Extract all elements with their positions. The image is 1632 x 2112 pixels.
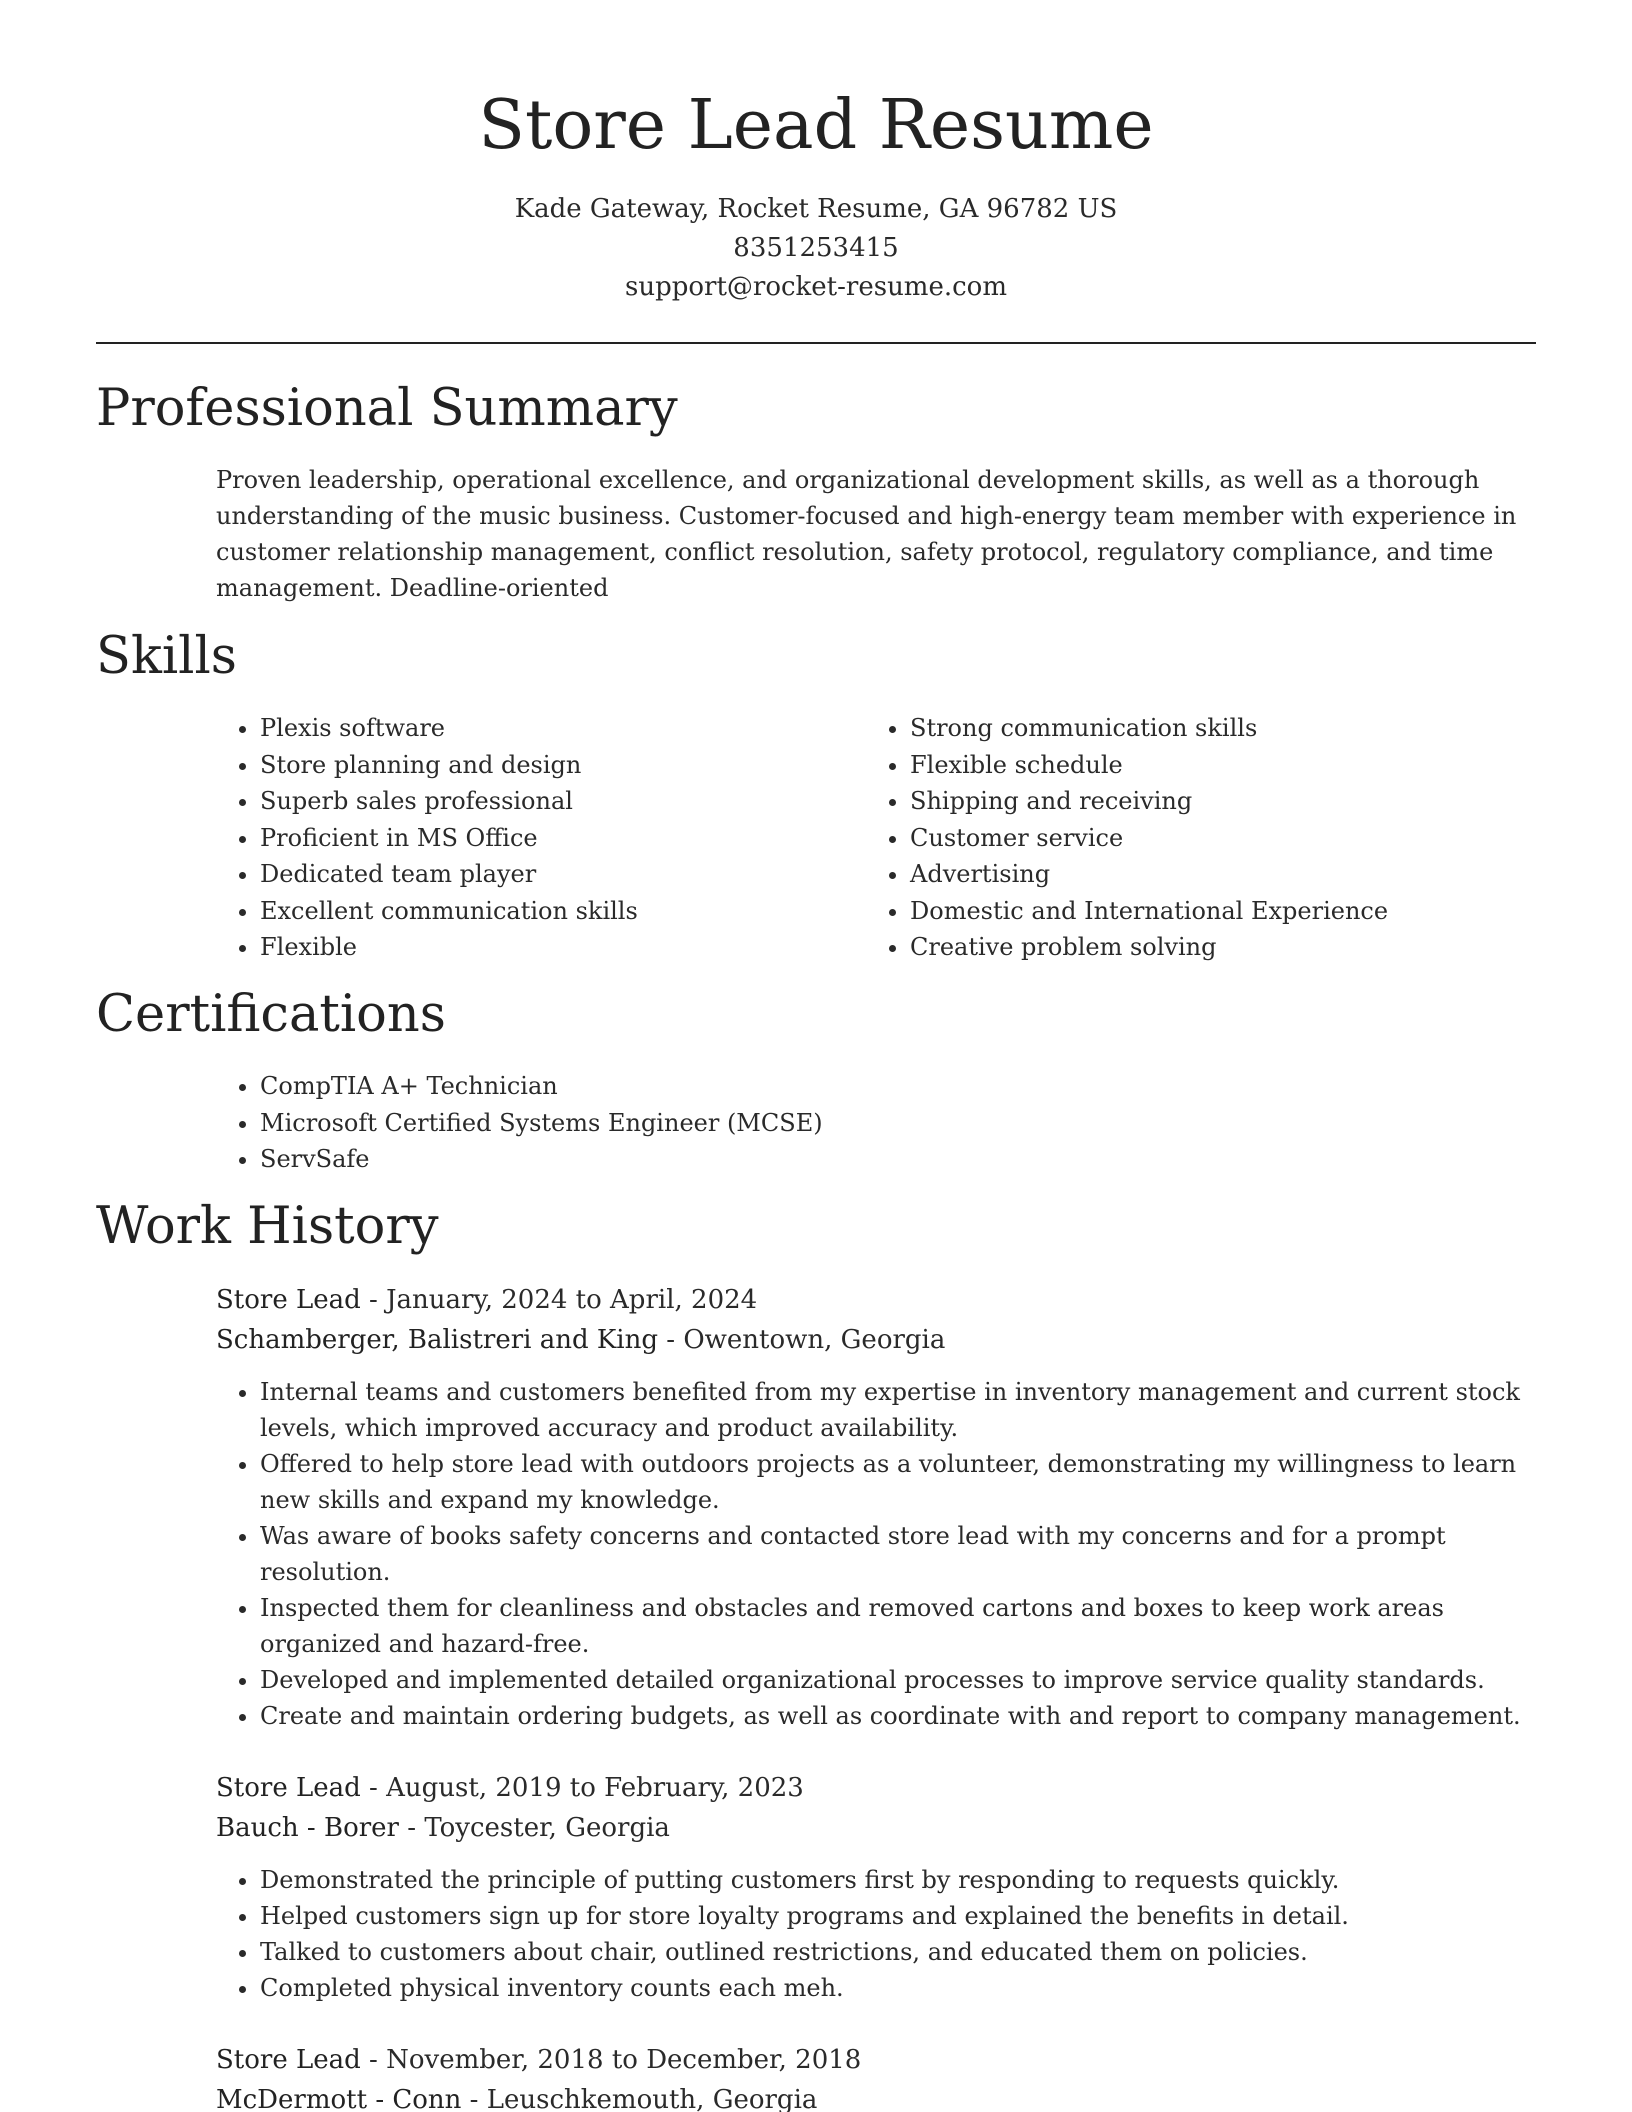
skills-list-right	[866, 710, 1486, 966]
skill-item: • Flexible	[260, 929, 836, 966]
job-company-line	[216, 1808, 1536, 1848]
job-company: McDermott - Conn	[216, 2085, 462, 2112]
contact-phone: 8351253415	[733, 233, 899, 263]
job-title-line	[216, 1280, 1536, 1320]
skill-item: • Domestic and International Experience	[910, 893, 1486, 930]
job-company: Bauch - Borer	[216, 1813, 399, 1843]
job-bullets	[216, 1374, 1536, 1734]
job-bullet: • Internal teams and customers benefited from my expertise in inventory management and current stock levels, which improved accuracy and product availability.	[260, 1374, 1536, 1446]
header-divider	[96, 342, 1536, 344]
job-bullet: • Helped customers sign up for store loyalty programs and explained the benefits in detail.	[260, 1898, 1536, 1934]
skill-item: • Plexis software	[260, 710, 836, 747]
certifications-block	[216, 1068, 1516, 1178]
job-title-line	[216, 1768, 1536, 1808]
separator: -	[360, 1773, 387, 1803]
job-bullet: • Create and maintain ordering budgets, as well as coordinate with and report to company management.	[260, 1698, 1536, 1734]
work-history-heading: Work History	[96, 1197, 439, 1256]
contact-address: Kade Gateway, Rocket Resume, GA 96782 US	[514, 194, 1118, 224]
skill-item: • Store planning and design	[260, 747, 836, 784]
job-role: Store Lead	[216, 1773, 361, 1803]
job-dates: January, 2024 to April, 2024	[386, 1285, 758, 1315]
skill-item: • Proficient in MS Office	[260, 820, 836, 857]
job-bullet: • Inspected them for cleanliness and obstacles and removed cartons and boxes to keep work areas organized and hazard-free.	[260, 1590, 1536, 1662]
certifications-heading: Certifications	[96, 985, 446, 1044]
skill-item: • Strong communication skills	[910, 710, 1486, 747]
job-entry	[216, 1768, 1536, 2006]
summary-heading: Professional Summary	[96, 379, 678, 438]
skill-item: • Shipping and receiving	[910, 783, 1486, 820]
job-bullet: • Offered to help store lead with outdoors projects as a volunteer, demonstrating my willingness to learn new skills and expand my knowledge.	[260, 1446, 1536, 1518]
job-company-line	[216, 2080, 1536, 2112]
skills-list-left	[216, 710, 836, 966]
job-location: Leuschkemouth, Georgia	[486, 2085, 818, 2112]
summary-text: Proven leadership, operational excellence, and organizational development skills, as well as a thorough understanding of the music business. Customer-focused and high-energy team member with experience in customer relationship management, conflict resolution, safety protocol, regulatory compliance, and time management. Deadline-oriented	[216, 466, 1517, 602]
job-entry	[216, 2040, 1536, 2112]
skill-item: • Superb sales professional	[260, 783, 836, 820]
skill-item: • Excellent communication skills	[260, 893, 836, 930]
job-bullet: • Developed and implemented detailed organizational processes to improve service quality standards.	[260, 1662, 1536, 1698]
separator: -	[398, 1813, 425, 1843]
contact-info	[0, 190, 1632, 307]
skill-item: • Dedicated team player	[260, 856, 836, 893]
skill-item: • Advertising	[910, 856, 1486, 893]
skill-item: • Customer service	[910, 820, 1486, 857]
certifications-list	[216, 1068, 1516, 1178]
skills-column-right	[866, 710, 1486, 966]
skills-heading: Skills	[96, 627, 237, 686]
separator: -	[658, 1325, 684, 1355]
job-bullets	[216, 1862, 1536, 2006]
job-role: Store Lead	[216, 2045, 361, 2075]
resume-header	[0, 0, 1632, 307]
job-title-line	[216, 2040, 1536, 2080]
resume-title: Store Lead Resume	[478, 86, 1154, 165]
job-company: Schamberger, Balistreri and King	[216, 1325, 658, 1355]
job-entry	[216, 1280, 1536, 1734]
skill-item: • Flexible schedule	[910, 747, 1486, 784]
job-dates: August, 2019 to February, 2023	[386, 1773, 804, 1803]
skills-column-left	[216, 710, 836, 966]
certification-item: • CompTIA A+ Technician	[260, 1068, 1516, 1105]
job-bullet: • Was aware of books safety concerns and contacted store lead with my concerns and for a prompt resolution.	[260, 1518, 1536, 1590]
separator: -	[360, 2045, 387, 2075]
job-bullet: • Completed physical inventory counts each meh.	[260, 1970, 1536, 2006]
certification-item: • Microsoft Certified Systems Engineer (MCSE)	[260, 1105, 1516, 1142]
job-dates: November, 2018 to December, 2018	[386, 2045, 862, 2075]
job-role: Store Lead	[216, 1285, 361, 1315]
separator: -	[461, 2085, 487, 2112]
job-location: Toycester, Georgia	[424, 1813, 670, 1843]
separator: -	[360, 1285, 387, 1315]
job-company-line	[216, 1320, 1536, 1360]
skill-item: • Creative problem solving	[910, 929, 1486, 966]
contact-email: support@rocket-resume.com	[624, 272, 1007, 302]
certification-item: • ServSafe	[260, 1141, 1516, 1178]
job-bullet: • Demonstrated the principle of putting customers first by responding to requests quickly.	[260, 1862, 1536, 1898]
job-bullet: • Talked to customers about chair, outlined restrictions, and educated them on policies.	[260, 1934, 1536, 1970]
job-location: Owentown, Georgia	[683, 1325, 946, 1355]
